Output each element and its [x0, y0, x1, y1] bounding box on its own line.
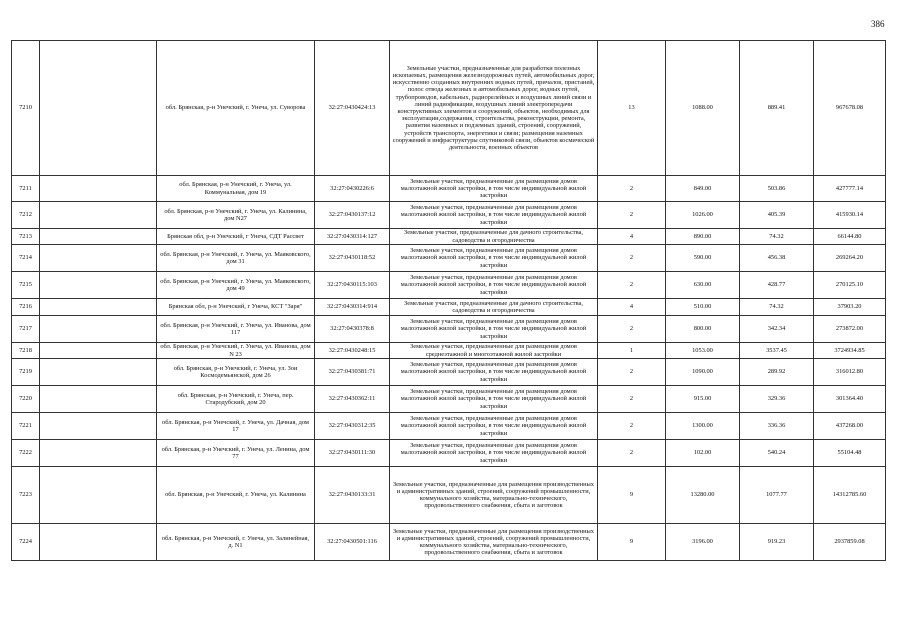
address-cell: обл. Брянская, р-н Унечский, г. Унеча, ул. Коммунальная, дом 19 — [157, 176, 315, 202]
table-row — [12, 386, 886, 413]
page-number: 386 — [871, 19, 885, 29]
cadastral-number-cell: 32:27:0430424:13 — [315, 41, 390, 176]
specific-value-cell: 336.36 — [740, 413, 814, 440]
specific-value-cell: 428.77 — [740, 272, 814, 299]
cadastral-value-cell: 2937859.08 — [814, 524, 886, 561]
cadastral-value-cell: 273872.00 — [814, 316, 886, 343]
cadastral-value-cell: 37903.20 — [814, 299, 886, 316]
area-cell: 849.00 — [666, 176, 740, 202]
cadastral-number-cell: 32:27:0430133:31 — [315, 467, 390, 524]
cadastral-value-cell: 301364.40 — [814, 386, 886, 413]
address-cell: обл. Брянская, р-н Унечский, г. Унеча, ул. Дачная, дом 17 — [157, 413, 315, 440]
area-cell: 590.00 — [666, 245, 740, 272]
address-cell: обл. Брянская, р-н Унечский, г. Унеча, ул. Иванова, дом 117 — [157, 316, 315, 343]
empty-cell — [40, 229, 157, 245]
row-number: 7222 — [12, 440, 40, 467]
cadastral-number-cell: 32:27:0430312:35 — [315, 413, 390, 440]
group-number-cell: 2 — [598, 386, 666, 413]
cadastral-value-cell: 427777.14 — [814, 176, 886, 202]
group-number-cell: 2 — [598, 176, 666, 202]
land-purpose-cell: Земельные участки, предназначенные для размещения домов малоэтажной жилой застройки, в том числе индивидуальной жилой застройки — [390, 202, 598, 229]
table-row — [12, 467, 886, 524]
area-cell: 510.00 — [666, 299, 740, 316]
empty-cell — [40, 359, 157, 386]
group-number-cell: 2 — [598, 440, 666, 467]
specific-value-cell: 3537.45 — [740, 343, 814, 359]
address-cell: обл. Брянская, р-н Унечский, г. Унеча, ул. Калинина — [157, 467, 315, 524]
table-row — [12, 202, 886, 229]
land-purpose-cell: Земельные участки, предназначенные для дачного строительства, садоводства и огородничества — [390, 229, 598, 245]
cadastral-number-cell: 32:27:0430378:8 — [315, 316, 390, 343]
address-cell: обл. Брянская, р-н Унечский, г. Унеча, ул. Зои Космодемьянской, дом 26 — [157, 359, 315, 386]
specific-value-cell: 74.32 — [740, 229, 814, 245]
group-number-cell: 1 — [598, 343, 666, 359]
address-cell: обл. Брянская, р-н Унечский, г. Унеча, ул. Иванова, дом N 23 — [157, 343, 315, 359]
table-row — [12, 359, 886, 386]
specific-value-cell: 289.92 — [740, 359, 814, 386]
area-cell: 915.00 — [666, 386, 740, 413]
cadastral-value-cell: 316012.80 — [814, 359, 886, 386]
table-row — [12, 316, 886, 343]
table-row — [12, 176, 886, 202]
land-purpose-cell: Земельные участки, предназначенные для размещения домов малоэтажной жилой застройки, в том числе индивидуальной жилой застройки — [390, 359, 598, 386]
table-row — [12, 229, 886, 245]
cadastral-number-cell: 32:27:0430501:116 — [315, 524, 390, 561]
table-row — [12, 41, 886, 176]
empty-cell — [40, 41, 157, 176]
area-cell: 1053.00 — [666, 343, 740, 359]
empty-cell — [40, 245, 157, 272]
address-cell: Брянская обл, р-н Унечский, г Унеча, СДТ Рассвет — [157, 229, 315, 245]
row-number: 7216 — [12, 299, 40, 316]
empty-cell — [40, 343, 157, 359]
area-cell: 890.00 — [666, 229, 740, 245]
group-number-cell: 2 — [598, 272, 666, 299]
group-number-cell: 4 — [598, 299, 666, 316]
address-cell: обл. Брянская, р-н Унечский, г. Унеча, ул. Маяковского, дом 49 — [157, 272, 315, 299]
land-purpose-cell: Земельные участки, предназначенные для размещения домов малоэтажной жилой застройки, в том числе индивидуальной жилой застройки — [390, 176, 598, 202]
empty-cell — [40, 440, 157, 467]
empty-cell — [40, 524, 157, 561]
specific-value-cell: 919.23 — [740, 524, 814, 561]
group-number-cell: 2 — [598, 245, 666, 272]
area-cell: 1088.00 — [666, 41, 740, 176]
group-number-cell: 2 — [598, 316, 666, 343]
row-number: 7212 — [12, 202, 40, 229]
area-cell: 1090.00 — [666, 359, 740, 386]
land-purpose-cell: Земельные участки, предназначенные для размещения домов малоэтажной жилой застройки, в том числе индивидуальной жилой застройки — [390, 413, 598, 440]
group-number-cell: 4 — [598, 229, 666, 245]
land-purpose-cell: Земельные участки, предназначенные для размещения домов малоэтажной жилой застройки, в том числе индивидуальной жилой застройки — [390, 440, 598, 467]
cadastral-value-cell: 269264.20 — [814, 245, 886, 272]
cadastral-value-cell: 437268.00 — [814, 413, 886, 440]
row-number: 7219 — [12, 359, 40, 386]
table-row — [12, 343, 886, 359]
row-number: 7215 — [12, 272, 40, 299]
empty-cell — [40, 176, 157, 202]
area-cell: 1300.00 — [666, 413, 740, 440]
specific-value-cell: 342.34 — [740, 316, 814, 343]
cadastral-value-cell: 66144.80 — [814, 229, 886, 245]
land-purpose-cell: Земельные участки, предназначенные для размещения производственных и административных зданий, строений, сооружений промышленности, коммунального хозяйства, материально-технического, продовольственного снабжения, сбыта и заготовок — [390, 524, 598, 561]
table-row — [12, 272, 886, 299]
row-number: 7218 — [12, 343, 40, 359]
land-purpose-cell: Земельные участки, предназначенные для размещения производственных и административных зданий, строений, сооружений промышленности, коммунального хозяйства, материально-технического, продовольственного снабжения, сбыта и заготовок — [390, 467, 598, 524]
specific-value-cell: 540.24 — [740, 440, 814, 467]
row-number: 7213 — [12, 229, 40, 245]
specific-value-cell: 74.32 — [740, 299, 814, 316]
land-purpose-cell: Земельные участки, предназначенные для дачного строительства, садоводства и огородничества — [390, 299, 598, 316]
cadastral-number-cell: 32:27:0430137:12 — [315, 202, 390, 229]
cadastral-value-cell: 415930.14 — [814, 202, 886, 229]
area-cell: 630.00 — [666, 272, 740, 299]
group-number-cell: 2 — [598, 413, 666, 440]
land-purpose-cell: Земельные участки, предназначенные для размещения домов среднеэтажной и многоэтажной жилой застройки — [390, 343, 598, 359]
land-purpose-cell: Земельные участки, предназначенные для размещения домов малоэтажной жилой застройки, в том числе индивидуальной жилой застройки — [390, 386, 598, 413]
cadastral-number-cell: 32:27:0430111:30 — [315, 440, 390, 467]
row-number: 7223 — [12, 467, 40, 524]
land-purpose-cell: Земельные участки, предназначенные для размещения домов малоэтажной жилой застройки, в том числе индивидуальной жилой застройки — [390, 272, 598, 299]
cadastral-number-cell: 32:27:0430314:914 — [315, 299, 390, 316]
cadastral-value-cell: 14312785.60 — [814, 467, 886, 524]
table-row — [12, 245, 886, 272]
address-cell: обл. Брянская, р-н Унечский, г. Унеча, ул. Суворова — [157, 41, 315, 176]
cadastral-number-cell: 32:27:0430248:15 — [315, 343, 390, 359]
cadastral-number-cell: 32:27:0430115:103 — [315, 272, 390, 299]
row-number: 7224 — [12, 524, 40, 561]
cadastral-number-cell: 32:27:0430226:6 — [315, 176, 390, 202]
cadastral-number-cell: 32:27:0430314:127 — [315, 229, 390, 245]
land-purpose-cell: Земельные участки, предназначенные для размещения домов малоэтажной жилой застройки, в том числе индивидуальной жилой застройки — [390, 316, 598, 343]
specific-value-cell: 405.39 — [740, 202, 814, 229]
address-cell: обл. Брянская, р-н Унечский, г. Унеча, ул. Маяковского, дом 31 — [157, 245, 315, 272]
specific-value-cell: 1077.77 — [740, 467, 814, 524]
land-purpose-cell: Земельные участки, предназначенные для разработки полезных ископаемых, размещения железнодорожных путей, автомобильных дорог, искусственно созданных внутренних водных путей, причалов, пристаней, полос отвода железных и автомобильных дорог, водных путей, трубопроводов, кабельных, радиорелейных и воздушных линий связи и линий радиофикации, воздушных линий электропередачи конструктивных элементов и сооружений, объектов, необходимых для эксплуатации,содержания, строительства, реконструкции, ремонта, развития наземных и подземных зданий, строений, сооружений, устройств транспорта, энергетики и связи; размещения наземных сооружений и инфраструктуры спутниковой связи, объектов космической деятельности, военных объектов — [390, 41, 598, 176]
table-row — [12, 299, 886, 316]
specific-value-cell: 503.86 — [740, 176, 814, 202]
area-cell: 1026.00 — [666, 202, 740, 229]
row-number: 7217 — [12, 316, 40, 343]
cadastral-number-cell: 32:27:0430118:52 — [315, 245, 390, 272]
cadastral-value-cell: 967678.08 — [814, 41, 886, 176]
row-number: 7210 — [12, 41, 40, 176]
area-cell: 800.00 — [666, 316, 740, 343]
specific-value-cell: 329.36 — [740, 386, 814, 413]
cadastral-number-cell: 32:27:0430362:11 — [315, 386, 390, 413]
area-cell: 3196.00 — [666, 524, 740, 561]
row-number: 7214 — [12, 245, 40, 272]
group-number-cell: 9 — [598, 467, 666, 524]
empty-cell — [40, 299, 157, 316]
land-purpose-cell: Земельные участки, предназначенные для размещения домов малоэтажной жилой застройки, в том числе индивидуальной жилой застройки — [390, 245, 598, 272]
group-number-cell: 9 — [598, 524, 666, 561]
cadastral-value-cell: 270125.10 — [814, 272, 886, 299]
empty-cell — [40, 386, 157, 413]
row-number: 7220 — [12, 386, 40, 413]
address-cell: обл. Брянская, р-н Унечский, г. Унеча, пер. Стародубский, дом 20 — [157, 386, 315, 413]
empty-cell — [40, 467, 157, 524]
land-registry-table — [11, 40, 886, 561]
cadastral-number-cell: 32:27:0430381:71 — [315, 359, 390, 386]
row-number: 7221 — [12, 413, 40, 440]
address-cell: обл. Брянская, р-н Унечский, г. Унеча, ул. Калинина, дом N27 — [157, 202, 315, 229]
empty-cell — [40, 316, 157, 343]
row-number: 7211 — [12, 176, 40, 202]
specific-value-cell: 889.41 — [740, 41, 814, 176]
specific-value-cell: 456.38 — [740, 245, 814, 272]
group-number-cell: 13 — [598, 41, 666, 176]
table-row — [12, 440, 886, 467]
empty-cell — [40, 413, 157, 440]
address-cell: обл. Брянская, р-н Унечский, г. Унеча, ул. Залинейная, д. N1 — [157, 524, 315, 561]
group-number-cell: 2 — [598, 202, 666, 229]
area-cell: 13280.00 — [666, 467, 740, 524]
cadastral-value-cell: 55104.48 — [814, 440, 886, 467]
area-cell: 102.00 — [666, 440, 740, 467]
empty-cell — [40, 272, 157, 299]
address-cell: обл. Брянская, р-н Унечский, г. Унеча, ул. Ленина, дом 77 — [157, 440, 315, 467]
group-number-cell: 2 — [598, 359, 666, 386]
table-row — [12, 524, 886, 561]
empty-cell — [40, 202, 157, 229]
table-row — [12, 413, 886, 440]
address-cell: Брянская обл, р-н Унечский, г Унеча, КСТ "Заря" — [157, 299, 315, 316]
cadastral-value-cell: 3724934.85 — [814, 343, 886, 359]
